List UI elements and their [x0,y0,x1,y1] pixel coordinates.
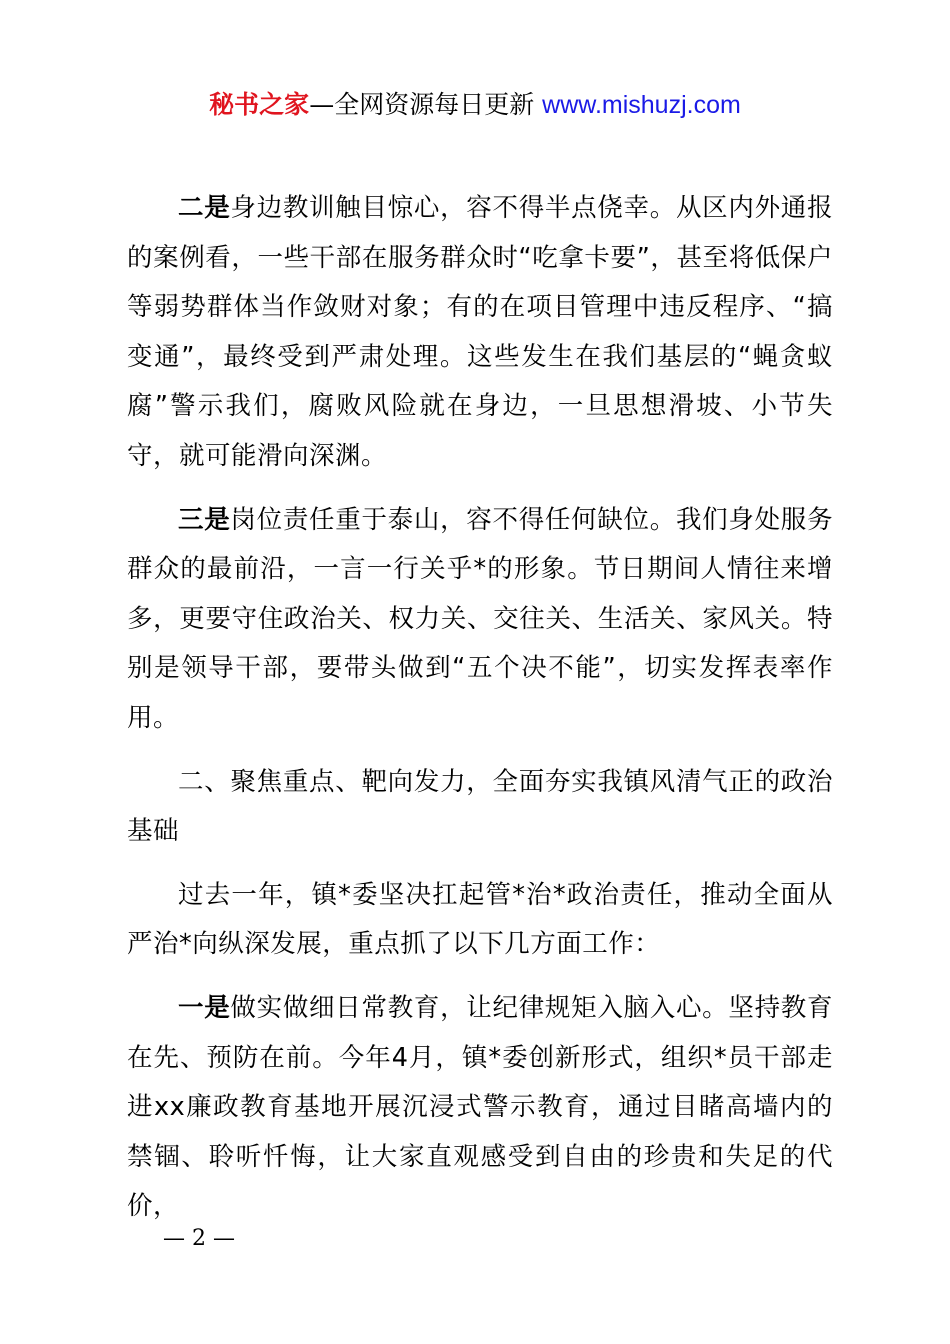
section-heading: 二、聚焦重点、靶向发力，全面夯实我镇风清气正的政治基础 [127,766,833,847]
paragraph-text: 做实做细日常教育，让纪律规矩入脑入心。坚持教育在先、预防在前。今年4月，镇*委创新形式，组织*员干部走进xx廉政教育基地开展沉浸式警示教育，通过目睹高墙内的禁锢、聆听忏悔，让大家直观感受到自由的珍贵和失足的代价， [127,992,833,1222]
paragraph-lead: 二是 [178,193,231,223]
site-banner [0,88,950,122]
paragraph-three [127,496,833,744]
site-url-link[interactable]: www.mishuzj.com [542,91,741,119]
paragraph-lead: 三是 [178,504,231,535]
paragraph-text: 身边教训触目惊心，容不得半点侥幸。从区内外通报的案例看，一些干部在服务群众时“吃拿卡要”，甚至将低保户等弱势群体当作敛财对象；有的在项目管理中违反程序、“搞变通”，最终受到严肃处理。这些发生在我们基层的“蝇贪蚁腐”警示我们，腐败风险就在身边，一旦思想滑坡、小节失守，就可能滑向深渊。 [127,193,833,471]
brand-name: 秘书之家 [209,90,310,119]
paragraph-text: 岗位责任重于泰山，容不得任何缺位。我们身处服务群众的最前沿，一言一行关乎*的形象。节日期间人情往来增多，更要守住政治关、权力关、交往关、生活关、家风关。特别是领导干部，要带头做到“五个决不能”，切实发挥表率作用。 [127,504,833,733]
paragraph-one [127,984,833,1232]
paragraph-lead: 一是 [178,992,231,1023]
intro-paragraph: 过去一年，镇*委坚决扛起管*治*政治责任，推动全面从严治*向纵深发展，重点抓了以下几方面工作： [127,879,833,960]
paragraph-two [127,184,833,482]
document-body [127,184,833,1246]
page-number: — 2 — [163,1226,235,1251]
banner-tagline: —全网资源每日更新 [309,90,535,119]
